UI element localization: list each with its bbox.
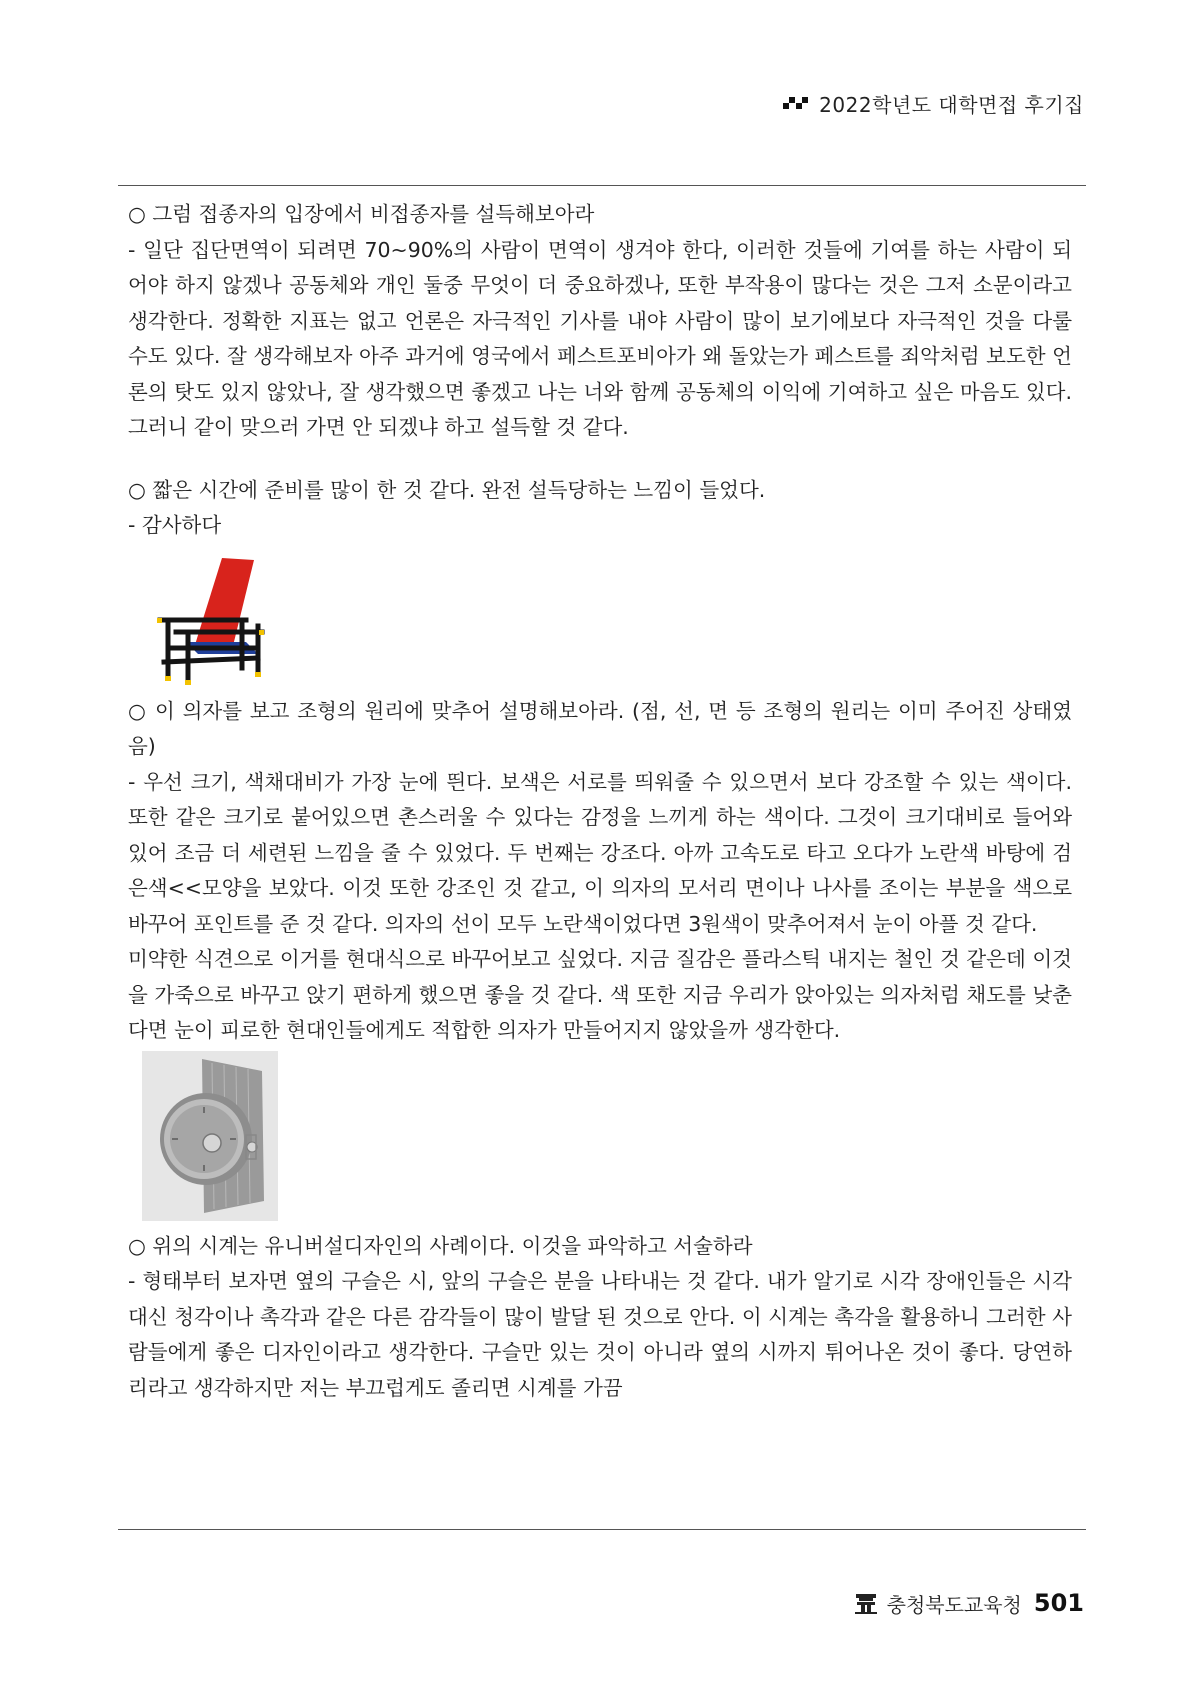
answer-3-part-2: 미약한 식견으로 이거를 현대식으로 바꾸어보고 싶었다. 지금 질감은 플라스틱 내지는 철인 것 같은데 이것을 가죽으로 바꾸고 앉기 편하게 했으면 좋을 것 같다. 색 또한 지금 우리가 앉아있는 의자처럼 채도를 낮춘다면 눈이 피로한 현대인들에게도 적합한 의자가 만들어지지 않았을까 생각한다.: [128, 947, 1072, 1042]
page-number: 501: [1033, 1589, 1084, 1617]
interview-content: [128, 197, 1072, 1406]
header-title: 2022학년도 대학면접 후기집: [819, 92, 1084, 117]
answer-1: - 일단 집단면역이 되려면 70~90%의 사람이 면역이 생겨야 한다, 이러한 것들에 기여를 하는 사람이 되어야 하지 않겠나 공동체와 개인 둘중 무엇이 더 중요하겠나, 또한 부작용이 많다는 것은 그저 소문이라고 생각한다. 정확한 지표는 없고 언론은 자극적인 기사를 내야 사람이 많이 보기에보다 자극적인 것을 다룰 수도 있다. 잘 생각해보자 아주 과거에 영국에서 페스트포비아가 왜 돌았는가 페스트를 죄악처럼 보도한 언론의 탓도 있지 않았나, 잘 생각했으면 좋겠고 나는 너와 함께 공동체의 이익에 기여하고 싶은 마음도 있다. 그러니 같이 맞으러 가면 안 되겠냐 하고 설득할 것 같다.: [128, 237, 1072, 439]
red-blue-chair-image: [146, 550, 1072, 690]
answer-2: - 감사하다: [128, 513, 222, 537]
running-header: [783, 88, 1084, 118]
answer-4: - 형태부터 보자면 옆의 구슬은 시, 앞의 구슬은 분을 나타내는 것 같다. 내가 알기로 시각 장애인들은 시각 대신 청각이나 촉각과 같은 다른 감각들이 많이 발달 된 것으로 안다. 이 시계는 촉각을 활용하니 그러한 사람들에게 좋은 디자인이라고 생각한다. 구슬만 있는 것이 아니라 옆의 시까지 튀어나온 것이 좋다. 당연하리라고 생각하지만 저는 부끄럽게도 졸리면 시계를 가끔: [128, 1269, 1072, 1400]
tactile-watch-image: [142, 1051, 278, 1221]
question-1: ○ 그럼 접종자의 입장에서 비접종자를 설득해보아라: [128, 202, 595, 226]
top-divider: [118, 185, 1086, 186]
bottom-divider: [118, 1529, 1086, 1530]
checker-squares-icon: [783, 96, 809, 110]
answer-3-part-1: - 우선 크기, 색채대비가 가장 눈에 띈다. 보색은 서로를 띄워줄 수 있으면서 보다 강조할 수 있는 색이다. 또한 같은 크기로 붙어있으면 촌스러울 수 있다는 감정을 느끼게 하는 색이다. 그것이 크기대비로 들어와 있어 조금 더 세련된 느낌을 줄 수 있었다. 두 번째는 강조다. 아까 고속도로 타고 오다가 노란색 바탕에 검은색<<모양을 보았다. 이것 또한 강조인 것 같고, 이 의자의 모서리 면이나 나사를 조이는 부분을 색으로 바꾸어 포인트를 준 것 같다. 의자의 선이 모두 노란색이었다면 3원색이 맞추어져서 눈이 아플 것 같다.: [128, 769, 1072, 936]
question-2: ○ 짧은 시간에 준비를 많이 한 것 같다. 완전 설득당하는 느낌이 들었다.: [128, 477, 766, 502]
footer-organization: 충청북도교육청: [886, 1592, 1022, 1617]
question-4: ○ 위의 시계는 유니버설디자인의 사례이다. 이것을 파악하고 서술하라: [128, 1233, 753, 1258]
running-footer: [853, 1586, 1084, 1620]
education-office-emblem-icon: [853, 1590, 879, 1616]
question-3: ○ 이 의자를 보고 조형의 원리에 맞추어 설명해보아라. (점, 선, 면 등 조형의 원리는 이미 주어진 상태였음): [128, 698, 1072, 758]
